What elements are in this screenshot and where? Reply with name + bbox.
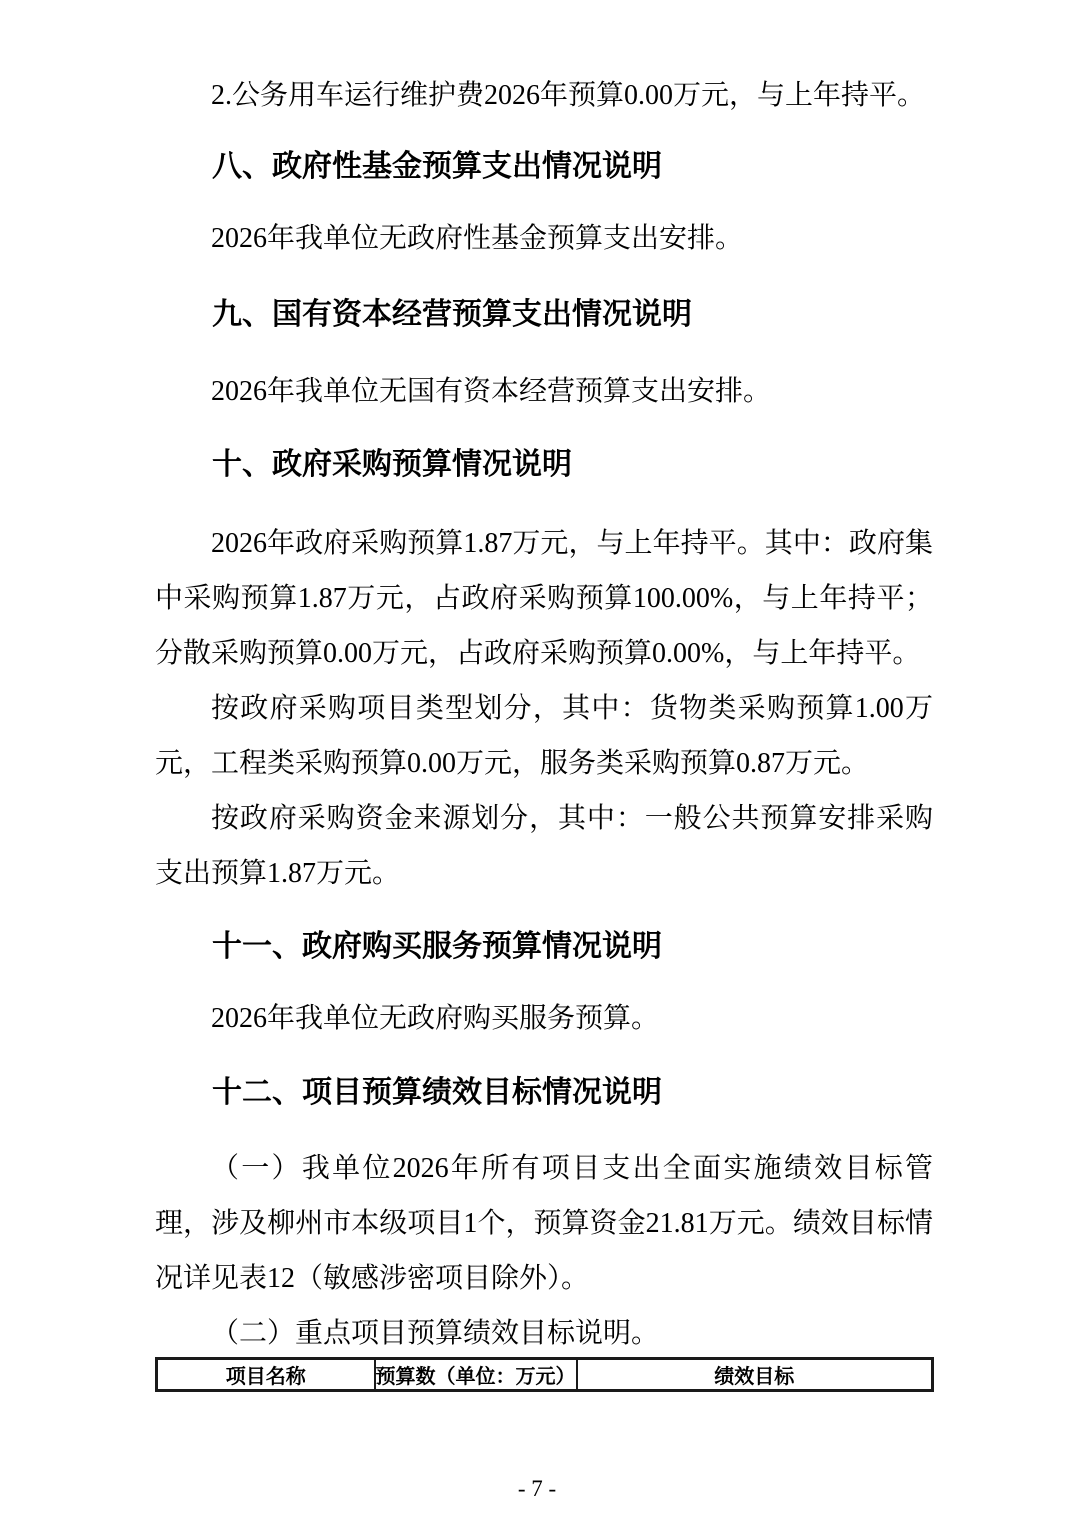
table-header-row [157, 1359, 933, 1391]
performance-paragraph-group [155, 1141, 933, 1361]
procurement-paragraph-group [155, 516, 933, 901]
section-heading-11-purchase-service: 十一、政府购买服务预算情况说明 [212, 930, 662, 963]
para-performance-key-projects: （二）重点项目预算绩效目标说明。 [211, 1318, 660, 1349]
para-procurement-overview: 2026年政府采购预算1.87万元，与上年持平。其中：政府集中采购预算1.87万元，占政府采购预算100.00%，与上年持平；分散采购预算0.00万元，占政府采购预算0.00%，与上年持平。 [155, 528, 933, 669]
performance-goal-table [155, 1357, 934, 1392]
col-header-budget-amount: 预算数（单位：万元） [375, 1359, 577, 1391]
section-heading-10-procurement: 十、政府采购预算情况说明 [212, 448, 572, 481]
para-gov-fund: 2026年我单位无政府性基金预算支出安排。 [211, 223, 744, 254]
para-official-vehicle-cost: 2.公务用车运行维护费2026年预算0.00万元，与上年持平。 [211, 80, 926, 111]
section-heading-12-performance-goals: 十二、项目预算绩效目标情况说明 [212, 1076, 662, 1109]
section-heading-9-state-capital: 九、国有资本经营预算支出情况说明 [212, 298, 692, 331]
section-heading-8-gov-fund: 八、政府性基金预算支出情况说明 [212, 150, 662, 183]
page-number: - 7 - [517, 1476, 557, 1501]
para-procurement-by-type: 按政府采购项目类型划分，其中：货物类采购预算1.00万元，工程类采购预算0.00万元，服务类采购预算0.87万元。 [155, 693, 933, 779]
col-header-performance-goal: 绩效目标 [577, 1359, 933, 1391]
para-purchase-service: 2026年我单位无政府购买服务预算。 [211, 1003, 660, 1034]
col-header-project-name: 项目名称 [157, 1359, 375, 1391]
para-state-capital: 2026年我单位无国有资本经营预算支出安排。 [211, 376, 772, 407]
para-performance-management: （一）我单位2026年所有项目支出全面实施绩效目标管理，涉及柳州市本级项目1个，预算资金21.81万元。绩效目标情况详见表12（敏感涉密项目除外）。 [155, 1153, 933, 1294]
para-procurement-by-source: 按政府采购资金来源划分，其中：一般公共预算安排采购支出预算1.87万元。 [155, 803, 933, 889]
